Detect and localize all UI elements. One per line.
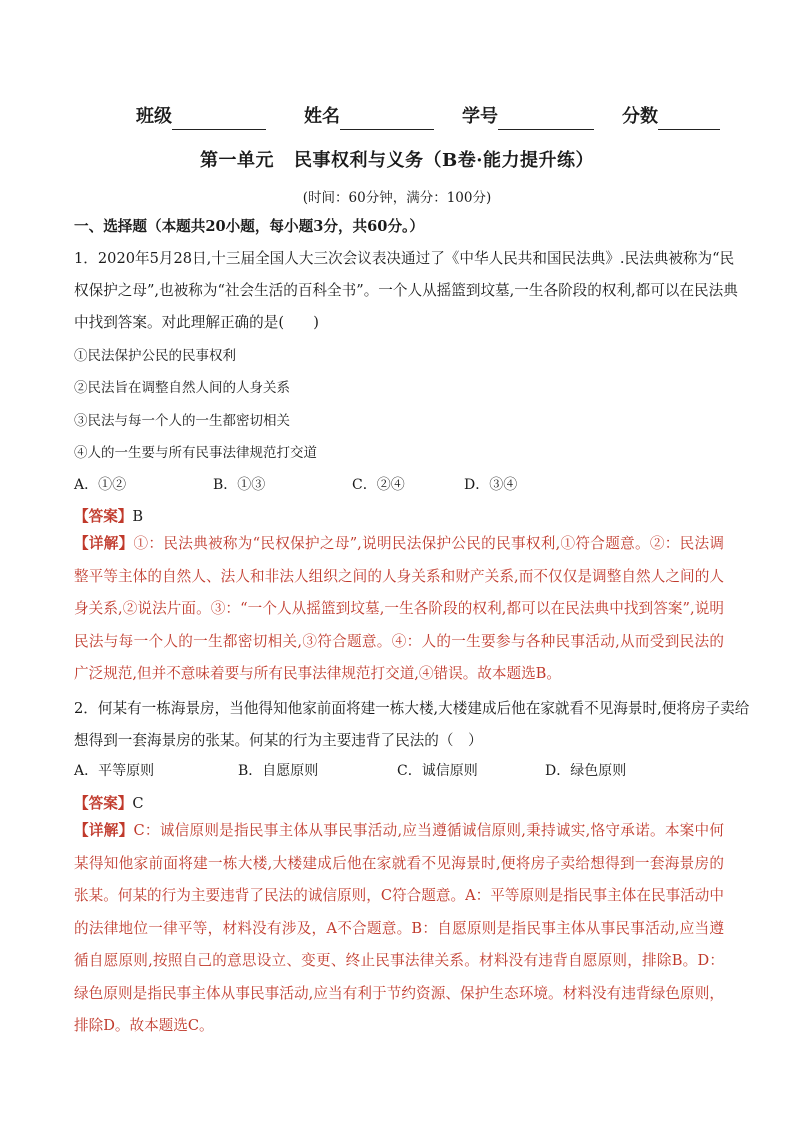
unit-title: 第一单元 [200, 150, 274, 171]
answer-label: 【答案】 [74, 795, 133, 812]
q2-stem-line: 想得到一套海景房的张某。何某的行为主要违背了民法的（ ） [74, 732, 483, 749]
q2-choices [74, 760, 724, 780]
student-id-label: 学号 [462, 106, 498, 127]
explanation-text: ①：民法典被称为“民权保护之母”,说明民法保护公民的民事权利,①符合题意。②：民法调整平等主体的自然人、法人和非法人组织之间的人身关系和财产关系,而不仅仅是调整自然人之间的人身关系,②说法片面。③：“一个人从摇篮到坟墓,一生各阶段的权利,都可以在民法典中找到答案”,说明民法与每一个人的一生都密切相关,③符合题意。④：人的一生要参与各种民事活动,从而受到民法的广泛规范,但并不意味着要与所有民事法律规范打交道,④错误。故本题选B。 [74, 535, 724, 682]
q1-choice-a[interactable]: A．①② [74, 477, 127, 493]
class-field [136, 104, 266, 130]
answer-value: B [132, 508, 144, 525]
explanation-label: 【详解】 [74, 535, 134, 552]
student-id-field [462, 104, 594, 130]
q2-explanation [74, 815, 724, 1043]
explanation-text: C：诚信原则是指民事主体从事民事活动,应当遵循诚信原则,秉持诚实,恪守承诺。本案中何某得知他家前面将建一栋大楼,大楼建成后他在家就看不见海景时,便将房子卖给想得到一套海景房的张某。何某的行为主要违背了民法的诚信原则，C符合题意。A：平等原则是指民事主体在民事活动中的法律地位一律平等，材料没有涉及，A不合题意。B：自愿原则是指民事主体从事民事活动,应当遵循自愿原则,按照自己的意思设立、变更、终止民事法律关系。材料没有违背自愿原则，排除B。D：绿色原则是指民事主体从事民事活动,应当有利于节约资源、保护生态环境。材料没有违背绿色原则，排除D。故本题选C。 [74, 822, 724, 1034]
q2-choice-b[interactable]: B．自愿原则 [238, 763, 319, 779]
q1-statement: ④人的一生要与所有民事法律规范打交道 [74, 445, 317, 461]
q2-stem-line: 2．何某有一栋海景房，当他得知他家前面将建一栋大楼,大楼建成后他在家就看不见海景时,便将房子卖给 [74, 700, 750, 717]
q2-choice-c[interactable]: C．诚信原则 [397, 763, 478, 779]
answer-label: 【答案】 [74, 508, 133, 525]
q1-choice-d[interactable]: D．③④ [464, 477, 518, 493]
q1-choice-c[interactable]: C．②④ [352, 477, 405, 493]
q1-statement: ③民法与每一个人的一生都密切相关 [74, 413, 290, 429]
score-blank[interactable] [658, 107, 720, 130]
section-heading: 一、选择题（本题共20小题，每小题3分，共60分。） [74, 218, 424, 235]
answer-value: C [132, 795, 144, 812]
class-label: 班级 [136, 106, 172, 127]
score-field [622, 104, 720, 130]
q2-choice-d[interactable]: D．绿色原则 [545, 763, 627, 779]
q1-explanation [74, 528, 724, 691]
q1-stem-line: 中找到答案。对此理解正确的是( ) [74, 314, 319, 331]
student-info-row [136, 104, 726, 130]
topic-title: 民事权利与义务（B卷·能力提升练） [294, 150, 594, 171]
q1-stem-line: 权保护之母”,也被称为“社会生活的百科全书”。一个人从摇篮到坟墓,一生各阶段的权利,都可以在民法典 [74, 282, 738, 299]
student-id-blank[interactable] [498, 107, 594, 130]
q1-answer [74, 505, 143, 526]
q1-statement: ①民法保护公民的民事权利 [74, 348, 236, 364]
q1-choices [74, 474, 724, 494]
class-blank[interactable] [172, 107, 266, 130]
name-label: 姓名 [304, 106, 340, 127]
q1-choice-b[interactable]: B．①③ [213, 477, 266, 493]
score-label: 分数 [622, 106, 658, 127]
time-score-note: (时间：60分钟，满分：100分) [302, 190, 492, 206]
name-field [304, 104, 434, 130]
q2-choice-a[interactable]: A．平等原则 [74, 763, 155, 779]
name-blank[interactable] [340, 107, 434, 130]
explanation-label: 【详解】 [74, 822, 134, 839]
q2-answer [74, 792, 144, 813]
q1-statement: ②民法旨在调整自然人间的人身关系 [74, 380, 290, 396]
page-title [0, 146, 794, 172]
q1-stem-line: 1．2020年5月28日,十三届全国人大三次会议表决通过了《中华人民共和国民法典》.民法典被称为“民 [74, 250, 735, 267]
